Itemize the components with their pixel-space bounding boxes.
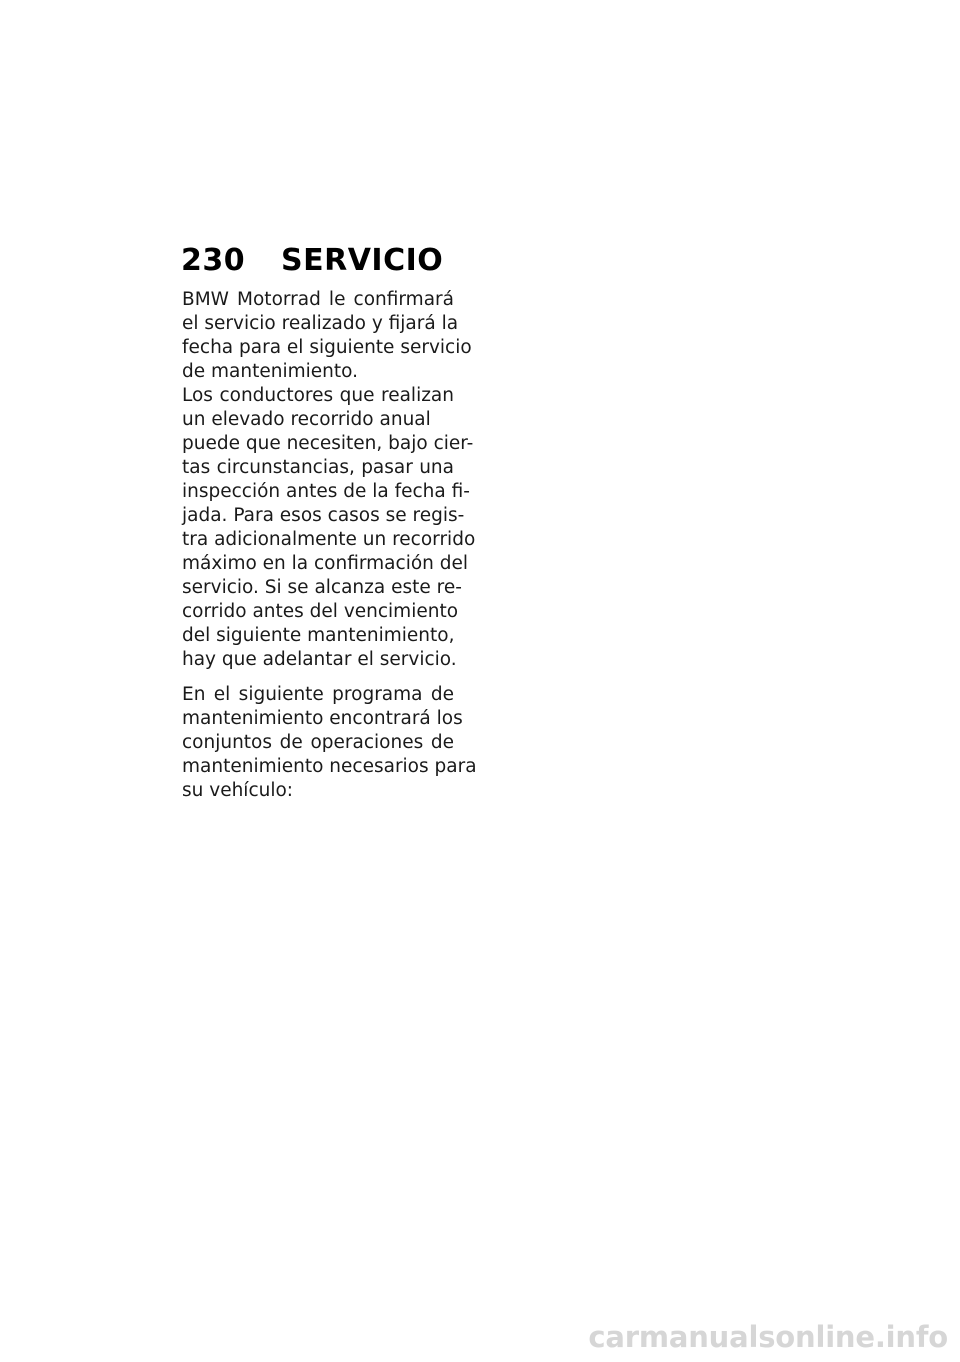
paragraph-gap [182,672,454,683]
text-line: máximo en la confirmación del [182,553,469,574]
text-line: inspección antes de la fecha fi- [182,481,470,502]
text-line: hay que adelantar el servicio. [182,649,457,670]
page-header [181,244,481,278]
text-line: de mantenimiento. [182,361,358,382]
text-line: fecha para el siguiente servicio [182,337,472,358]
section-title: SERVICIO [281,243,444,278]
text-line: servicio. Si se alcanza este re- [182,577,462,598]
text-line: conjuntos de operaciones de [182,732,454,753]
paragraph-maintenance-program [182,683,477,803]
watermark: carmanualsonline.info [588,1320,948,1354]
text-line: mantenimiento encontrará los [182,708,463,729]
text-line: corrido antes del vencimiento [182,601,459,622]
page-number: 230 [181,243,246,278]
text-line: tas circunstancias, pasar una [182,457,454,478]
paragraph-service-confirmation [182,288,476,672]
text-line: puede que necesiten, bajo cier- [182,433,474,454]
text-line: un elevado recorrido anual [182,409,431,430]
text-line: mantenimiento necesarios para [182,756,477,777]
text-line: su vehículo: [182,780,294,801]
text-line: En el siguiente programa de [182,684,454,705]
text-line: BMW Motorrad le confirmará [182,289,454,310]
text-line: jada. Para esos casos se regis- [182,505,465,526]
text-line: del siguiente mantenimiento, [182,625,455,646]
text-line: Los conductores que realizan [182,385,454,406]
text-line: tra adicionalmente un recorrido [182,529,476,550]
text-line: el servicio realizado y fijará la [182,313,459,334]
body-text [182,288,477,803]
